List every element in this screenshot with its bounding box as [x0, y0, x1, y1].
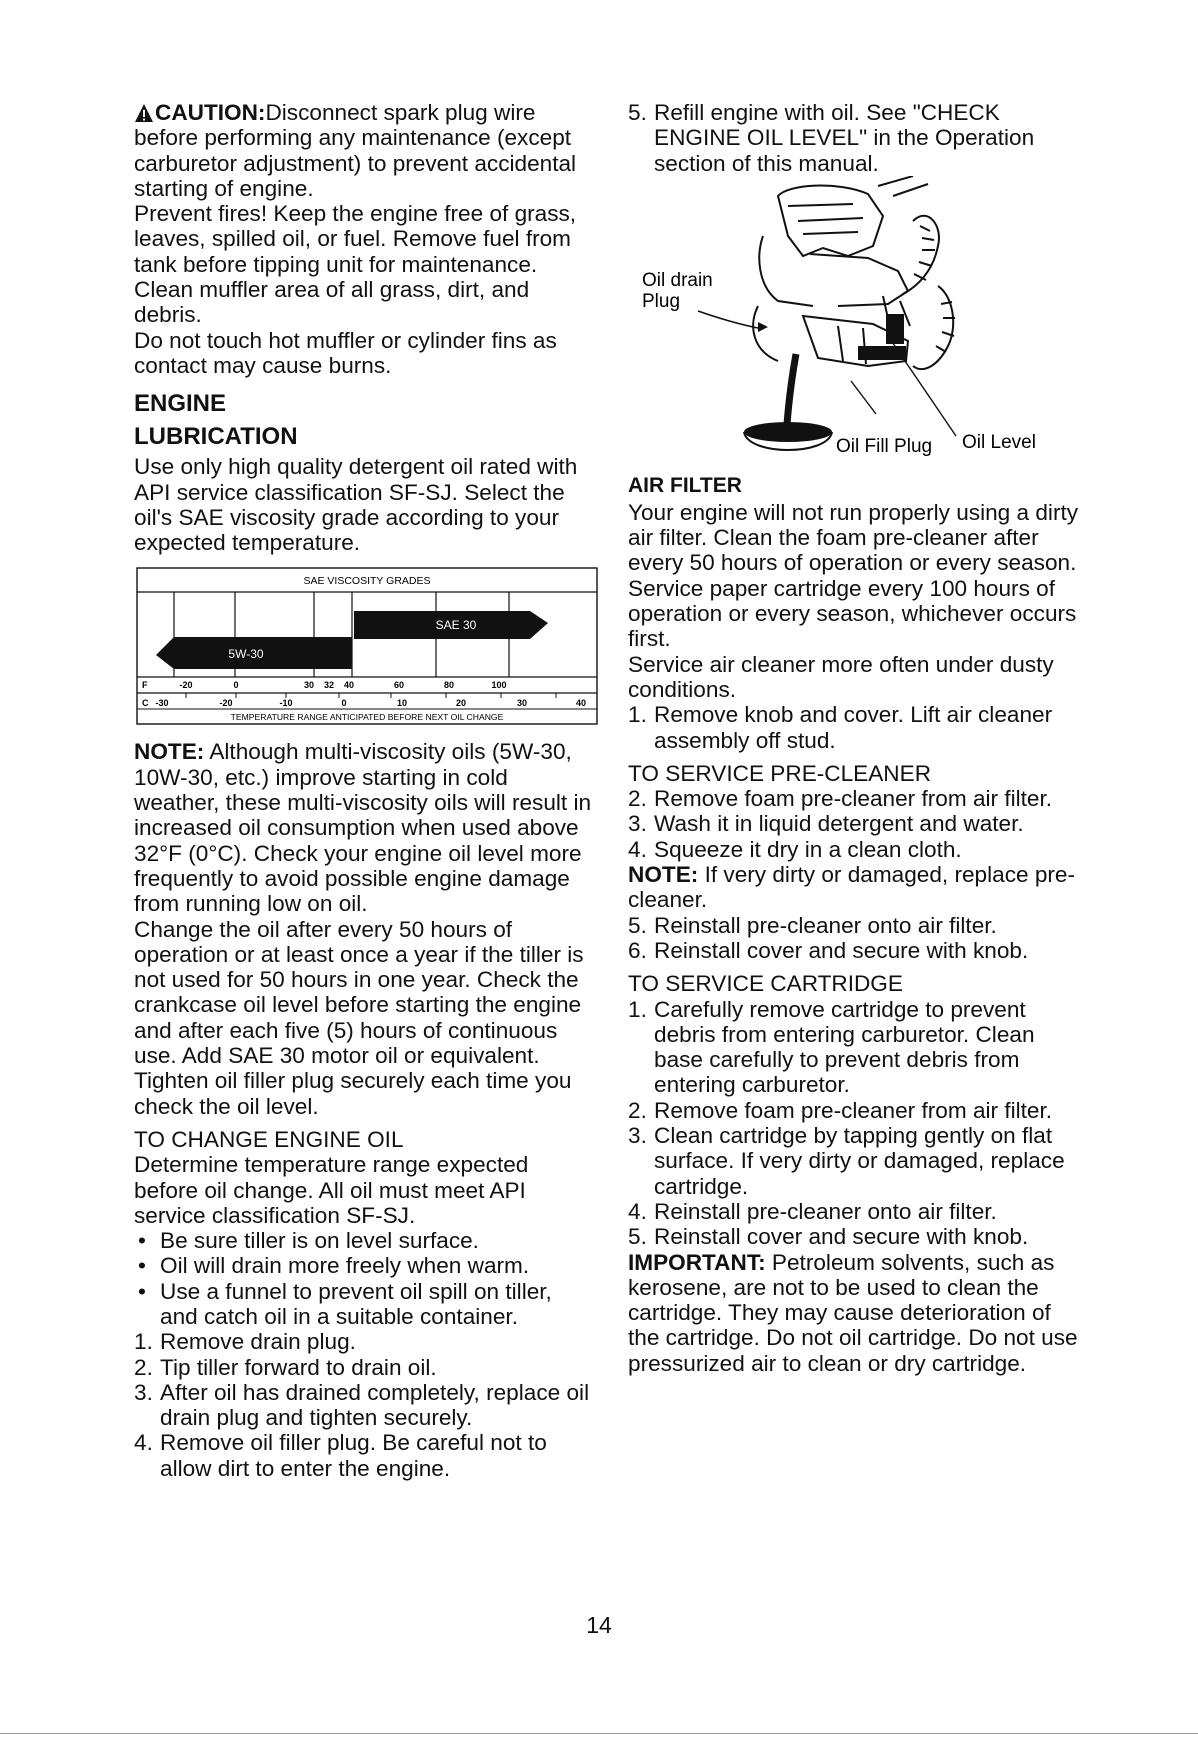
note-paragraph — [134, 739, 594, 916]
right-column — [628, 100, 1088, 1376]
step-item: 3. Wash it in liquid detergent and water. — [628, 811, 1024, 837]
chart-title: SAE VISCOSITY GRADES — [303, 575, 431, 588]
bullet-item: • Oil will drain more freely when warm. — [138, 1253, 530, 1279]
5w30-label: 5W-30 — [228, 647, 264, 662]
c-tick: 0 — [341, 698, 347, 709]
oil-fill-plug-label: Oil Fill Plug — [836, 435, 933, 457]
determine-paragraph: Determine temperature range expected before oil change. All oil must meet API service classification SF-SJ. — [134, 1152, 529, 1228]
f-tick: 32 — [323, 680, 335, 691]
f-tick: 40 — [343, 680, 355, 691]
step-item: 3. Clean cartridge by tapping gently on flat surface. If very dirty or damaged, replace cartridge. — [628, 1123, 1065, 1199]
f-tick: 30 — [303, 680, 315, 691]
step-item: 2. Remove foam pre-cleaner from air filter. — [628, 786, 1053, 812]
service-paragraph: Service air cleaner more often under dusty conditions. — [628, 651, 1054, 702]
refill-step: 5. Refill engine with oil. See "CHECK ENGINE OIL LEVEL" in the Operation section of this manual. — [628, 100, 1035, 176]
fires-paragraph: Prevent fires! Keep the engine free of grass, leaves, spilled oil, or fuel. Remove fuel from tank before tipping unit for maintenance. Clean muffler area of all grass, dirt, and debris. — [134, 201, 577, 328]
sae30-label: SAE 30 — [435, 618, 477, 633]
step-item: 2. Tip tiller forward to drain oil. — [134, 1354, 437, 1380]
pre-cleaner-heading: TO SERVICE PRE-CLEANER — [628, 760, 932, 786]
important-label: IMPORTANT: — [628, 1249, 766, 1275]
oil-drain-label: Oil drain — [642, 269, 713, 291]
5w30-bar — [156, 637, 352, 669]
important-paragraph — [628, 1250, 1088, 1376]
air-filter-heading: AIR FILTER — [628, 473, 742, 497]
note-text: If very dirty or damaged, replace pre-cleaner. — [628, 862, 1076, 913]
page-number: 14 — [586, 1612, 612, 1638]
cartridge-heading: TO SERVICE CARTRIDGE — [628, 971, 903, 997]
lubrication-paragraph: Use only high quality detergent oil rated with API service classification SF-SJ. Select the oil's SAE viscosity grade according to your expected temperature. — [134, 454, 578, 556]
step-item: 6. Reinstall cover and secure with knob. — [628, 937, 1029, 963]
oil-level-label: Oil Level — [962, 431, 1036, 453]
note-label: NOTE: — [134, 739, 205, 765]
f-tick: 60 — [393, 680, 405, 691]
step-item: 4. Remove oil filler plug. Be careful not to allow dirt to enter the engine. — [134, 1430, 547, 1481]
step-item: 1. Remove knob and cover. Lift air cleaner assembly off stud. — [628, 702, 1053, 753]
important-text: Petroleum solvents, such as kerosene, are not to be used to clean the cartridge. They may cause deterioration of the cartridge. Do not oil cartridge. Do not use pressurized air to clean or dry cartridge. — [628, 1249, 1078, 1376]
lubrication-heading: LUBRICATION — [134, 423, 298, 451]
step-item: 5. Reinstall pre-cleaner onto air filter. — [628, 912, 997, 938]
engine-oil-drain-illustration — [638, 176, 1058, 458]
sae-viscosity-chart — [136, 567, 598, 725]
plug-label: Plug — [642, 290, 681, 312]
step-item: 4. Reinstall pre-cleaner onto air filter. — [628, 1198, 997, 1224]
c-tick: 40 — [575, 698, 587, 709]
caution-paragraph — [134, 100, 594, 201]
c-tick: 10 — [396, 698, 408, 709]
note-text: Although multi-viscosity oils (5W-30, 10W-30, etc.) improve starting in cold weather, these multi-viscosity oils will result in increased oil consumption when used above 32°F (0°C). Check your engine oil level more frequently to avoid possible engine damage from running low on oil. — [134, 739, 592, 917]
c-unit: C — [142, 698, 149, 709]
step-item: 3. After oil has drained completely, replace oil drain plug and tighten securely. — [134, 1379, 590, 1431]
c-tick: -10 — [279, 698, 293, 709]
step-item: 5. Reinstall cover and secure with knob. — [628, 1224, 1029, 1250]
bullet-item: • Use a funnel to prevent oil spill on tiller, and catch oil in a suitable container. — [138, 1278, 552, 1329]
step-item: 4. Squeeze it dry in a clean cloth. — [628, 836, 962, 862]
air-filter-paragraph: Your engine will not run properly using a dirty air filter. Clean the foam pre-cleaner after every 50 hours of operation or every season. Service paper cartridge every 100 hours of operation or every season, whichever occurs first. — [628, 499, 1079, 652]
f-unit: F — [142, 680, 148, 691]
bottom-rule — [0, 1733, 1198, 1734]
step-item: 1. Remove drain plug. — [134, 1329, 356, 1355]
warning-triangle-icon — [134, 103, 154, 123]
muffler-paragraph: Do not touch hot muffler or cylinder fins as contact may cause burns. — [134, 327, 557, 378]
note-label: NOTE: — [628, 862, 699, 888]
caution-label: CAUTION: — [155, 100, 266, 125]
f-tick: 100 — [491, 680, 507, 691]
left-column — [134, 100, 594, 1481]
c-tick: 20 — [455, 698, 467, 709]
engine-drawing — [753, 176, 955, 369]
change-oil-paragraph: Change the oil after every 50 hours of operation or at least once a year if the tiller is not used for 50 hours in one year. Check the crankcase oil level before starting the engine and after each five (5) hours of continuous use. Add SAE 30 motor oil or equivalent. Tighten oil filler plug securely each time you check the oil level. — [134, 916, 584, 1119]
c-tick: 30 — [516, 698, 528, 709]
f-tick: 80 — [443, 680, 455, 691]
chart-footer: TEMPERATURE RANGE ANTICIPATED BEFORE NEXT OIL CHANGE — [230, 712, 504, 723]
bullet-item: • Be sure tiller is on level surface. — [138, 1228, 479, 1254]
step-item: 1. Carefully remove cartridge to prevent debris from entering carburetor. Clean base carefully to prevent debris from entering carburetor. — [628, 996, 1035, 1098]
step-item: 2. Remove foam pre-cleaner from air filter. — [628, 1097, 1053, 1123]
c-tick: -30 — [155, 698, 169, 709]
engine-heading: ENGINE — [134, 390, 227, 418]
pre-cleaner-note — [628, 862, 1088, 913]
c-tick: -20 — [219, 698, 233, 709]
caution-text: Disconnect spark plug wire before performing any maintenance (except carburetor adjustment) to prevent accidental starting of engine. — [134, 100, 577, 201]
f-tick: 0 — [233, 680, 239, 691]
f-tick: -20 — [179, 680, 193, 691]
oil-pan — [744, 422, 832, 442]
sae30-bar — [354, 611, 548, 639]
to-change-oil-heading: TO CHANGE ENGINE OIL — [134, 1126, 404, 1152]
